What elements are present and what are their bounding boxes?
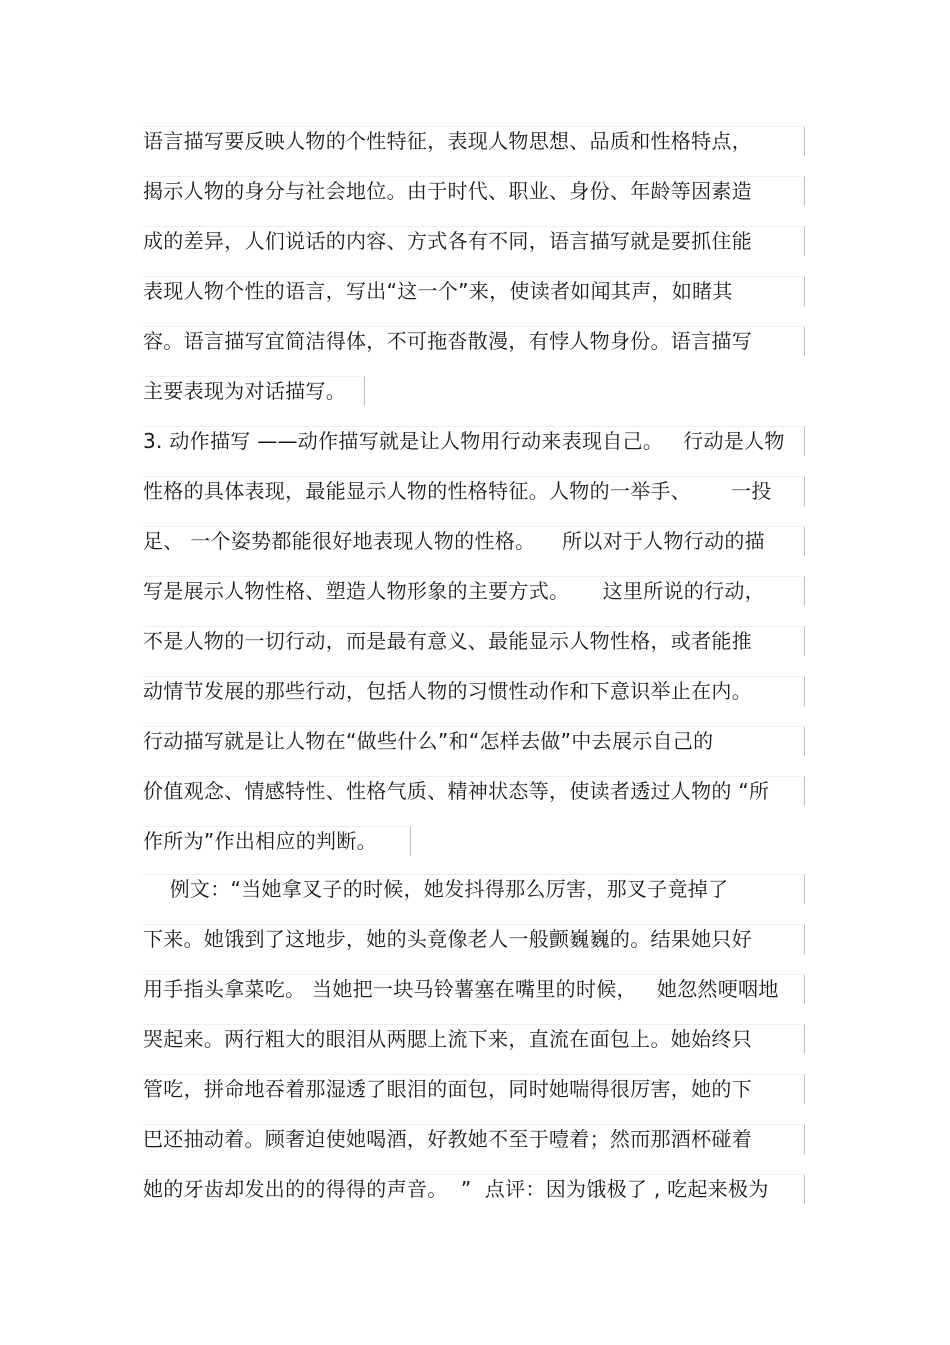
text-line: 她的牙齿却发出的的得得的声音。 ” 点评：因为饿极了 , 吃起来极为: [143, 1168, 805, 1210]
text-line: 价值观念、情感特性、性格气质、精神状态等，使读者透过人物的 “所: [143, 770, 805, 812]
text-line: 写是展示人物性格、塑造人物形象的主要方式。 这里所说的行动，: [143, 570, 805, 612]
text-line: 成的差异，人们说话的内容、方式各有不同，语言描写就是要抓住能: [143, 220, 805, 262]
text-line: 语言描写要反映人物的个性特征，表现人物思想、品质和性格特点，: [143, 120, 805, 162]
text-line: 巴还抽动着。顾奢迫使她喝酒，好教她不至于噎着；然而那酒杯碰着: [143, 1118, 805, 1160]
text-line: 用手指头拿菜吃。 当她把一块马铃薯塞在嘴里的时候， 她忽然哽咽地: [143, 968, 805, 1010]
text-line: 行动描写就是让人物在“做些什么”和“怎样去做”中去展示自己的: [143, 720, 805, 762]
text-line: 容。语言描写宜简洁得体，不可拖沓散漫，有悖人物身份。语言描写: [143, 320, 805, 362]
text-line: 足、 一个姿势都能很好地表现人物的性格。 所以对于人物行动的描: [143, 520, 805, 562]
text-line: 动情节发展的那些行动，包括人物的习惯性动作和下意识举止在内。: [143, 670, 805, 712]
text-line: 性格的具体表现，最能显示人物的性格特征。人物的一举手、 一投: [143, 470, 805, 512]
text-line: 表现人物个性的语言，写出“这一个”来，使读者如闻其声，如睹其: [143, 270, 805, 312]
text-line: 揭示人物的身分与社会地位。由于时代、职业、身份、年龄等因素造: [143, 170, 805, 212]
text-line: 例文：“当她拿叉子的时候，她发抖得那么厉害，那叉子竟掉了: [143, 868, 805, 910]
text-line: 下来。她饿到了这地步，她的头竟像老人一般颤巍巍的。结果她只好: [143, 918, 805, 960]
text-line: 主要表现为对话描写。: [143, 370, 365, 412]
text-line: 3. 动作描写 ——动作描写就是让人物用行动来表现自己。 行动是人物: [143, 420, 805, 462]
text-line: 哭起来。两行粗大的眼泪从两腮上流下来，直流在面包上。她始终只: [143, 1018, 805, 1060]
text-line: 不是人物的一切行动，而是最有意义、最能显示人物性格，或者能推: [143, 620, 805, 662]
text-line: 作所为”作出相应的判断。: [143, 820, 411, 862]
text-line: 管吃，拼命地吞着那湿透了眼泪的面包，同时她喘得很厉害，她的下: [143, 1068, 805, 1110]
